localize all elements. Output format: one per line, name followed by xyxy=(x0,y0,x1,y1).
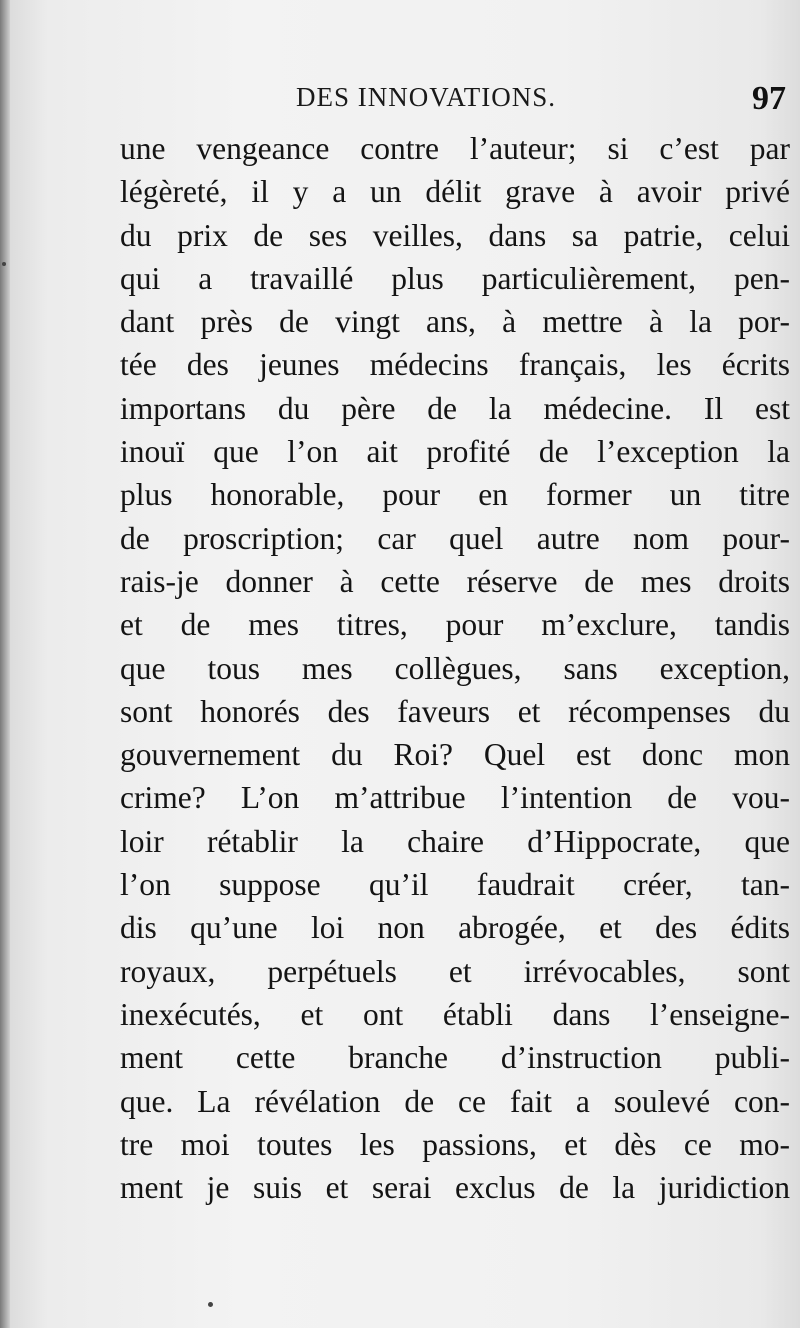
page-number: 97 xyxy=(752,80,786,117)
paper-speck xyxy=(208,1302,213,1307)
text-line: plus honorable, pour en former un titre xyxy=(120,477,790,513)
running-title: DES INNOVATIONS. xyxy=(296,82,557,112)
text-line: ment cette branche d’instruction publi- xyxy=(120,1040,790,1076)
text-line: une vengeance contre l’auteur; si c’est par xyxy=(120,131,790,166)
text-line: importans du père de la médecine. Il est xyxy=(120,390,790,426)
text-line: que tous mes collègues, sans exception, xyxy=(120,650,790,686)
text-line: que. La révélation de ce fait a soulevé con- xyxy=(120,1083,790,1119)
text-line: et de mes titres, pour m’exclure, tandis xyxy=(120,607,790,643)
text-line: tée des jeunes médecins français, les écrits xyxy=(120,347,790,383)
text-line: dis qu’une loi non abrogée, et des édits xyxy=(120,910,790,946)
text-line: de proscription; car quel autre nom pour- xyxy=(120,520,790,556)
page-gutter-shadow xyxy=(0,0,10,1328)
text-line: inouï que l’on ait profité de l’exception la xyxy=(120,434,790,470)
text-line: loir rétablir la chaire d’Hippocrate, que xyxy=(120,823,790,859)
text-line: rais-je donner à cette réserve de mes droits xyxy=(120,563,790,599)
text-line: inexécutés, et ont établi dans l’enseigne- xyxy=(120,996,790,1032)
page-header xyxy=(0,82,800,122)
text-line: ment je suis et serai exclus de la juridiction xyxy=(120,1170,790,1206)
text-line: sont honorés des faveurs et récompenses du xyxy=(120,693,790,729)
text-line: l’on suppose qu’il faudrait créer, tan- xyxy=(120,867,790,903)
text-line: qui a travaillé plus particulièrement, pen- xyxy=(120,260,790,296)
text-line: dant près de vingt ans, à mettre à la por- xyxy=(120,304,790,340)
paper-speck xyxy=(2,262,6,266)
body-text xyxy=(120,127,790,1209)
text-line: royaux, perpétuels et irrévocables, sont xyxy=(120,953,790,989)
text-line: crime? L’on m’attribue l’intention de vou- xyxy=(120,780,790,816)
text-line: tre moi toutes les passions, et dès ce mo- xyxy=(120,1126,790,1162)
text-line: du prix de ses veilles, dans sa patrie, celui xyxy=(120,217,790,253)
text-line: gouvernement du Roi? Quel est donc mon xyxy=(120,737,790,773)
text-line: légèreté, il y a un délit grave à avoir privé xyxy=(120,174,790,210)
